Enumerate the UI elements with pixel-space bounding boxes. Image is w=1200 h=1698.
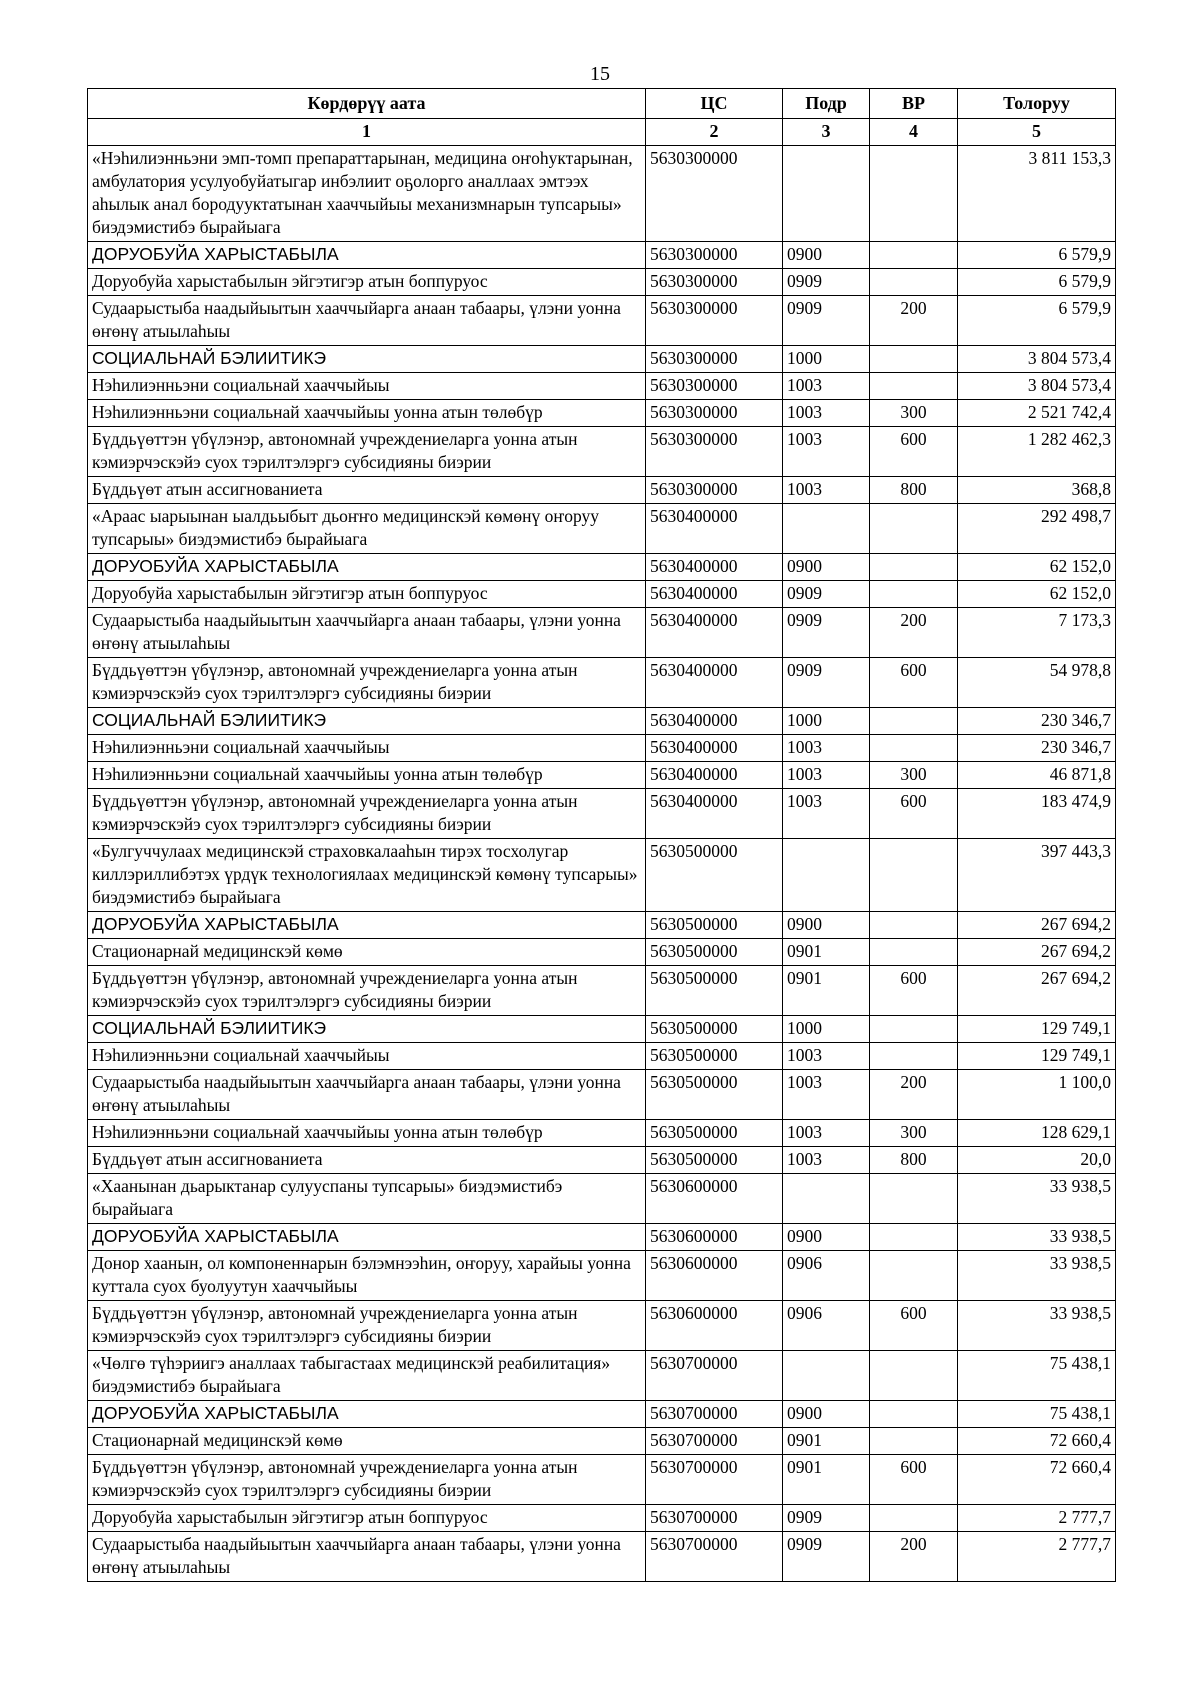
row-podr-code: 1000 [783,708,870,735]
row-amount: 46 871,8 [958,762,1116,789]
row-cs-code: 5630400000 [646,762,783,789]
row-amount: 6 579,9 [958,296,1116,346]
row-name: ДОРУОБУЙА ХАРЫСТАБЫЛА [88,1401,646,1428]
row-amount: 2 777,7 [958,1532,1116,1582]
row-cs-code: 5630700000 [646,1455,783,1505]
row-name: «Булгуччулаах медицинскэй страховкалааһын тирэх тосхолугар киллэриллибэтэх үрдүк технологиялаах медицинскэй көмөнү тупсарыы» биэдэмистибэ бырайыага [88,839,646,912]
table-row [88,400,1116,427]
table-row [88,966,1116,1016]
header-vr: ВР [870,89,958,119]
row-vr-code [870,939,958,966]
table-row [88,1455,1116,1505]
row-name: «Хаанынан дьарыктанар сулууспаны тупсарыы» биэдэмистибэ бырайыага [88,1174,646,1224]
table-row [88,581,1116,608]
row-podr-code [783,1351,870,1401]
row-podr-code: 0900 [783,1401,870,1428]
row-vr-code [870,1174,958,1224]
row-podr-code: 0909 [783,608,870,658]
row-podr-code [783,504,870,554]
row-amount: 368,8 [958,477,1116,504]
row-podr-code: 0909 [783,1505,870,1532]
table-row [88,1043,1116,1070]
budget-table [87,88,1116,1582]
row-amount: 54 978,8 [958,658,1116,708]
column-number-row [88,119,1116,146]
row-cs-code: 5630600000 [646,1251,783,1301]
row-podr-code: 0901 [783,1455,870,1505]
row-vr-code [870,735,958,762]
row-vr-code: 300 [870,400,958,427]
row-cs-code: 5630300000 [646,296,783,346]
row-cs-code: 5630300000 [646,400,783,427]
column-number: 3 [783,119,870,146]
row-cs-code: 5630400000 [646,789,783,839]
row-vr-code: 200 [870,608,958,658]
row-vr-code [870,1043,958,1070]
table-row [88,373,1116,400]
row-name: Бүддьүөттэн үбүлэнэр, автономнай учреждениеларга уонна атын кэмиэрчэскэйэ суох тэрилтэлэргэ субсидияны биэрии [88,1455,646,1505]
header-name: Көрдөрүү аата [88,89,646,119]
row-podr-code [783,1174,870,1224]
row-cs-code: 5630700000 [646,1351,783,1401]
row-podr-code: 1003 [783,400,870,427]
row-name: Бүддьүөттэн үбүлэнэр, автономнай учреждениеларга уонна атын кэмиэрчэскэйэ суох тэрилтэлэргэ субсидияны биэрии [88,658,646,708]
row-cs-code: 5630300000 [646,242,783,269]
row-cs-code: 5630600000 [646,1174,783,1224]
table-row [88,1174,1116,1224]
row-podr-code: 0909 [783,269,870,296]
row-podr-code: 0906 [783,1251,870,1301]
row-podr-code: 0900 [783,554,870,581]
row-name: Судаарыстыба наадыйыытын хааччыйарга анаан табаары, үлэни уонна өҥөнү атыылаһыы [88,296,646,346]
row-podr-code: 0909 [783,581,870,608]
table-row [88,296,1116,346]
row-vr-code [870,504,958,554]
row-name: СОЦИАЛЬНАЙ БЭЛИИТИКЭ [88,346,646,373]
row-name: Судаарыстыба наадыйыытын хааччыйарга анаан табаары, үлэни уонна өҥөнү атыылаһыы [88,1070,646,1120]
row-vr-code [870,1016,958,1043]
row-name: Доруобуйа харыстабылын эйгэтигэр атын боппуруос [88,581,646,608]
row-cs-code: 5630400000 [646,708,783,735]
row-podr-code: 0900 [783,1224,870,1251]
row-name: Бүддьүөт атын ассигнованиета [88,477,646,504]
table-row [88,789,1116,839]
row-vr-code [870,708,958,735]
table-row [88,1301,1116,1351]
row-cs-code: 5630300000 [646,269,783,296]
row-amount: 3 804 573,4 [958,346,1116,373]
row-amount: 33 938,5 [958,1224,1116,1251]
table-row [88,1016,1116,1043]
row-name: Нэһилиэнньэни социальнай хааччыйыы [88,735,646,762]
row-name: Стационарнай медицинскэй көмө [88,939,646,966]
row-name: Нэһилиэнньэни социальнай хааччыйыы [88,373,646,400]
row-cs-code: 5630400000 [646,608,783,658]
table-row [88,1070,1116,1120]
row-amount: 292 498,7 [958,504,1116,554]
header-cs: ЦС [646,89,783,119]
row-cs-code: 5630300000 [646,346,783,373]
table-row [88,346,1116,373]
row-vr-code [870,1224,958,1251]
row-podr-code: 0909 [783,1532,870,1582]
row-name: Бүддьүөт атын ассигнованиета [88,1147,646,1174]
row-vr-code [870,1401,958,1428]
row-amount: 1 100,0 [958,1070,1116,1120]
row-podr-code: 1003 [783,1147,870,1174]
row-amount: 62 152,0 [958,554,1116,581]
row-podr-code: 1003 [783,477,870,504]
table-row [88,735,1116,762]
table-row [88,1505,1116,1532]
row-name: Нэһилиэнньэни социальнай хааччыйыы уонна атын төлөбүр [88,400,646,427]
row-name: Доруобуйа харыстабылын эйгэтигэр атын боппуруос [88,269,646,296]
row-podr-code: 1000 [783,1016,870,1043]
row-cs-code: 5630300000 [646,427,783,477]
row-name: СОЦИАЛЬНАЙ БЭЛИИТИКЭ [88,1016,646,1043]
row-podr-code: 0900 [783,912,870,939]
table-row [88,939,1116,966]
row-vr-code [870,1428,958,1455]
table-row [88,1251,1116,1301]
table-row [88,608,1116,658]
row-cs-code: 5630500000 [646,1120,783,1147]
row-name: ДОРУОБУЙА ХАРЫСТАБЫЛА [88,1224,646,1251]
row-vr-code [870,1505,958,1532]
row-name: Бүддьүөттэн үбүлэнэр, автономнай учреждениеларга уонна атын кэмиэрчэскэйэ суох тэрилтэлэргэ субсидияны биэрии [88,966,646,1016]
table-row [88,762,1116,789]
row-name: Бүддьүөттэн үбүлэнэр, автономнай учреждениеларга уонна атын кэмиэрчэскэйэ суох тэрилтэлэргэ субсидияны биэрии [88,427,646,477]
row-amount: 6 579,9 [958,269,1116,296]
row-podr-code: 0906 [783,1301,870,1351]
row-cs-code: 5630500000 [646,1147,783,1174]
column-number: 2 [646,119,783,146]
row-amount: 33 938,5 [958,1174,1116,1224]
table-row [88,708,1116,735]
table-row [88,269,1116,296]
table-row [88,504,1116,554]
row-vr-code [870,554,958,581]
row-podr-code [783,146,870,242]
row-vr-code [870,581,958,608]
row-vr-code [870,269,958,296]
row-amount: 397 443,3 [958,839,1116,912]
row-cs-code: 5630500000 [646,1070,783,1120]
row-podr-code: 1003 [783,789,870,839]
row-name: СОЦИАЛЬНАЙ БЭЛИИТИКЭ [88,708,646,735]
header-row [88,89,1116,119]
row-podr-code: 0901 [783,1428,870,1455]
row-vr-code: 600 [870,789,958,839]
row-podr-code: 1000 [783,346,870,373]
row-podr-code: 0901 [783,966,870,1016]
table-row [88,427,1116,477]
row-vr-code [870,242,958,269]
row-cs-code: 5630600000 [646,1301,783,1351]
row-podr-code: 0901 [783,939,870,966]
row-name: ДОРУОБУЙА ХАРЫСТАБЫЛА [88,912,646,939]
column-number: 4 [870,119,958,146]
column-number: 5 [958,119,1116,146]
row-name: ДОРУОБУЙА ХАРЫСТАБЫЛА [88,554,646,581]
row-podr-code: 1003 [783,1120,870,1147]
row-vr-code: 300 [870,762,958,789]
row-name: Судаарыстыба наадыйыытын хааччыйарга анаан табаары, үлэни уонна өҥөнү атыылаһыы [88,1532,646,1582]
row-amount: 129 749,1 [958,1016,1116,1043]
row-cs-code: 5630700000 [646,1532,783,1582]
table-row [88,242,1116,269]
row-vr-code [870,912,958,939]
row-amount: 75 438,1 [958,1401,1116,1428]
row-vr-code: 600 [870,658,958,708]
row-vr-code: 600 [870,427,958,477]
table-row [88,1428,1116,1455]
table-row [88,658,1116,708]
row-podr-code: 1003 [783,1043,870,1070]
row-podr-code: 0900 [783,242,870,269]
row-vr-code [870,373,958,400]
table-row [88,1351,1116,1401]
row-podr-code: 0909 [783,296,870,346]
row-cs-code: 5630700000 [646,1428,783,1455]
row-name: Нэһилиэнньэни социальнай хааччыйыы уонна атын төлөбүр [88,762,646,789]
table-row [88,1120,1116,1147]
table-row [88,477,1116,504]
row-vr-code [870,346,958,373]
row-name: Судаарыстыба наадыйыытын хааччыйарга анаан табаары, үлэни уонна өҥөнү атыылаһыы [88,608,646,658]
table-row [88,146,1116,242]
row-vr-code: 200 [870,1532,958,1582]
row-podr-code: 1003 [783,762,870,789]
row-vr-code: 200 [870,296,958,346]
row-amount: 230 346,7 [958,735,1116,762]
row-cs-code: 5630600000 [646,1224,783,1251]
table-row [88,554,1116,581]
row-vr-code: 800 [870,477,958,504]
row-cs-code: 5630300000 [646,146,783,242]
row-podr-code: 1003 [783,373,870,400]
row-name: ДОРУОБУЙА ХАРЫСТАБЫЛА [88,242,646,269]
row-podr-code [783,839,870,912]
row-cs-code: 5630400000 [646,554,783,581]
row-amount: 62 152,0 [958,581,1116,608]
row-cs-code: 5630700000 [646,1505,783,1532]
row-podr-code: 0909 [783,658,870,708]
row-cs-code: 5630500000 [646,966,783,1016]
column-number: 1 [88,119,646,146]
row-vr-code [870,1251,958,1301]
row-amount: 72 660,4 [958,1455,1116,1505]
table-row [88,839,1116,912]
row-name: Донор хаанын, ол компоненнарын бэлэмнээһин, оҥоруу, харайыы уонна куттала суох буолуутун хааччыйыы [88,1251,646,1301]
row-vr-code: 600 [870,1301,958,1351]
row-vr-code [870,1351,958,1401]
row-vr-code [870,839,958,912]
row-cs-code: 5630400000 [646,504,783,554]
row-vr-code: 600 [870,1455,958,1505]
row-cs-code: 5630400000 [646,735,783,762]
page-number: 15 [590,63,610,85]
row-cs-code: 5630500000 [646,1016,783,1043]
table-row [88,912,1116,939]
row-podr-code: 1003 [783,1070,870,1120]
row-podr-code: 1003 [783,427,870,477]
row-vr-code: 600 [870,966,958,1016]
row-amount: 2 777,7 [958,1505,1116,1532]
row-amount: 33 938,5 [958,1251,1116,1301]
header-sum: Толоруу [958,89,1116,119]
row-amount: 2 521 742,4 [958,400,1116,427]
row-cs-code: 5630500000 [646,1043,783,1070]
row-vr-code [870,146,958,242]
row-cs-code: 5630500000 [646,839,783,912]
row-amount: 183 474,9 [958,789,1116,839]
row-amount: 3 811 153,3 [958,146,1116,242]
row-name: «Нэһилиэнньэни эмп-томп препараттарынан, медицина оҥоһуктарынан, амбулатория усулуобуйатыгар инбэлиит оҕолорго аналлаах эмтээх аһылык анал бородууктатынан хааччыйыы механизмнарын тупсарыы» биэдэмистибэ бырайыага [88,146,646,242]
table-row [88,1224,1116,1251]
row-amount: 1 282 462,3 [958,427,1116,477]
row-amount: 267 694,2 [958,912,1116,939]
table-header [88,89,1116,146]
row-amount: 75 438,1 [958,1351,1116,1401]
row-amount: 20,0 [958,1147,1116,1174]
table-body [88,146,1116,1582]
row-name: Нэһилиэнньэни социальнай хааччыйыы уонна атын төлөбүр [88,1120,646,1147]
row-vr-code: 800 [870,1147,958,1174]
row-cs-code: 5630300000 [646,477,783,504]
row-amount: 267 694,2 [958,939,1116,966]
row-cs-code: 5630400000 [646,658,783,708]
row-name: Доруобуйа харыстабылын эйгэтигэр атын боппуруос [88,1505,646,1532]
row-amount: 72 660,4 [958,1428,1116,1455]
header-podr: Подр [783,89,870,119]
row-amount: 129 749,1 [958,1043,1116,1070]
row-name: Стационарнай медицинскэй көмө [88,1428,646,1455]
row-name: Бүддьүөттэн үбүлэнэр, автономнай учреждениеларга уонна атын кэмиэрчэскэйэ суох тэрилтэлэргэ субсидияны биэрии [88,1301,646,1351]
row-amount: 33 938,5 [958,1301,1116,1351]
row-amount: 230 346,7 [958,708,1116,735]
row-cs-code: 5630500000 [646,939,783,966]
row-amount: 3 804 573,4 [958,373,1116,400]
row-name: «Чөлгө түһэриигэ аналлаах табыгастаах медицинскэй реабилитация» биэдэмистибэ бырайыага [88,1351,646,1401]
row-cs-code: 5630500000 [646,912,783,939]
row-name: Бүддьүөттэн үбүлэнэр, автономнай учреждениеларга уонна атын кэмиэрчэскэйэ суох тэрилтэлэргэ субсидияны биэрии [88,789,646,839]
row-amount: 128 629,1 [958,1120,1116,1147]
row-name: «Араас ыарыынан ыалдьыбыт дьоҥҥо медицинскэй көмөнү оҥоруу тупсарыы» биэдэмистибэ бырайыага [88,504,646,554]
row-cs-code: 5630300000 [646,373,783,400]
row-amount: 6 579,9 [958,242,1116,269]
row-cs-code: 5630400000 [646,581,783,608]
row-cs-code: 5630700000 [646,1401,783,1428]
row-amount: 267 694,2 [958,966,1116,1016]
row-name: Нэһилиэнньэни социальнай хааччыйыы [88,1043,646,1070]
row-amount: 7 173,3 [958,608,1116,658]
table-row [88,1401,1116,1428]
table-row [88,1147,1116,1174]
row-vr-code: 200 [870,1070,958,1120]
table-row [88,1532,1116,1582]
row-vr-code: 300 [870,1120,958,1147]
row-podr-code: 1003 [783,735,870,762]
